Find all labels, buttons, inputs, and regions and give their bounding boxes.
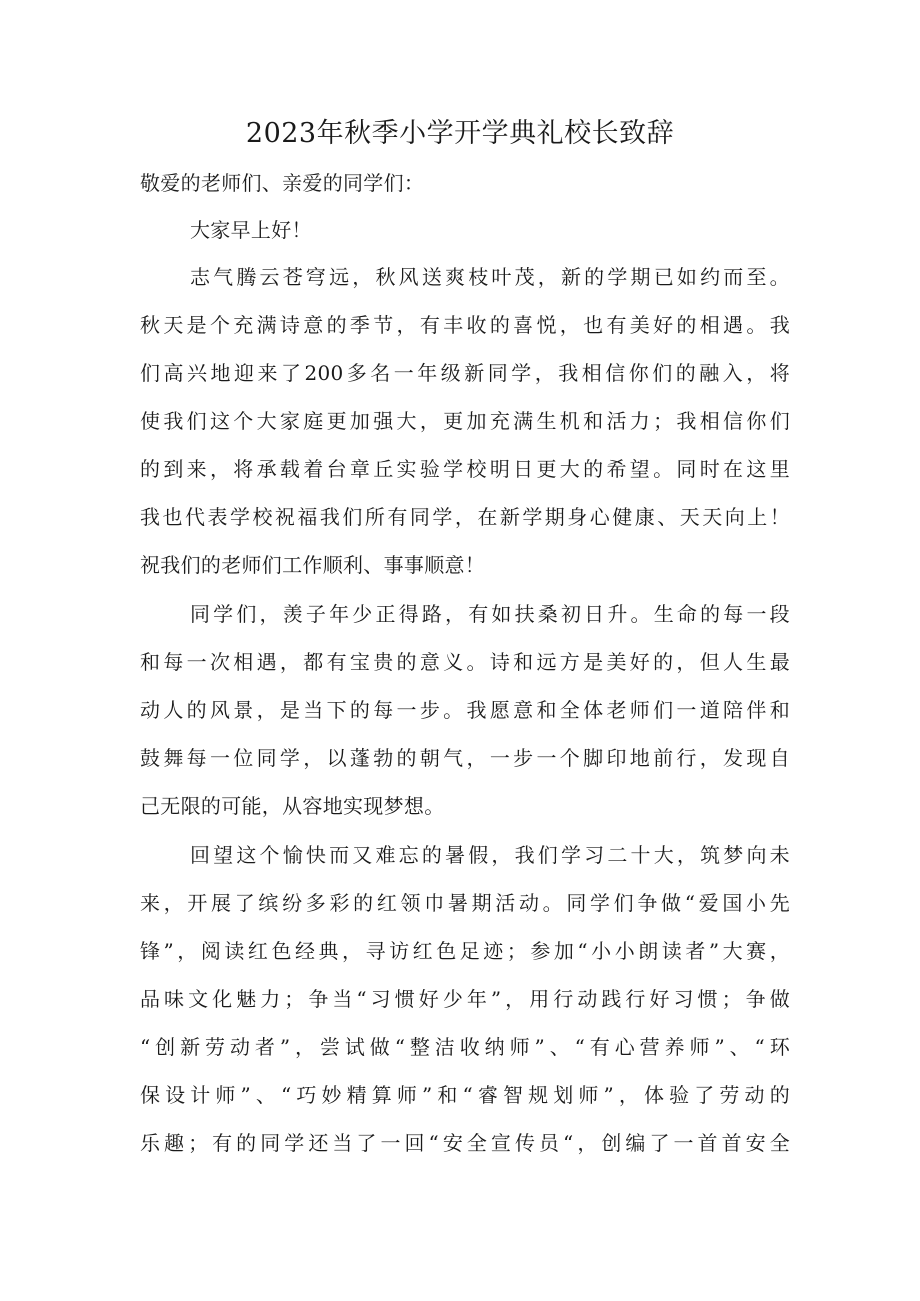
paragraph-line: 和每一次相遇，都有宝贵的意义。诗和远方是美好的，但人生最 xyxy=(140,650,790,674)
paragraph-line: 使我们这个大家庭更加强大，更加充满生机和活力；我相信你们 xyxy=(140,409,790,433)
paragraph-line: 的到来，将承载着台章丘实验学校明日更大的希望。同时在这里 xyxy=(140,457,790,481)
paragraph-line: 回望这个愉快而又难忘的暑假，我们学习二十大，筑梦向未 xyxy=(190,843,790,867)
paragraph-line: 鼓舞每一位同学，以蓬勃的朝气，一步一个脚印地前行，发现自 xyxy=(140,746,790,770)
document-title: 2023年秋季小学开学典礼校长致辞 xyxy=(245,118,675,149)
paragraph-line: 我也代表学校祝福我们所有同学，在新学期身心健康、天天向上！ xyxy=(140,505,790,529)
paragraph-line: 锋”，阅读红色经典，寻访红色足迹；参加“小小朗读者”大赛， xyxy=(140,939,790,963)
paragraph-line: 乐趣；有的同学还当了一回“安全宣传员“，创编了一首首安全 xyxy=(140,1131,790,1155)
paragraph-line: 己无限的可能，从容地实现梦想。 xyxy=(140,794,445,818)
greeting-line: 大家早上好！ xyxy=(190,218,312,242)
paragraph-line: 来，开展了缤纷多彩的红领巾暑期活动。同学们争做“爱国小先 xyxy=(140,891,790,915)
paragraph-line: 祝我们的老师们工作顺利、事事顺意！ xyxy=(140,553,486,577)
paragraph-line: “创新劳动者”，尝试做“整洁收纳师”、“有心营养师”、“环 xyxy=(140,1035,790,1059)
paragraph-line: 动人的风景，是当下的每一步。我愿意和全体老师们一道陪伴和 xyxy=(140,698,790,722)
paragraph-line: 们高兴地迎来了200多名一年级新同学，我相信你们的融入，将 xyxy=(140,361,790,385)
paragraph-line: 同学们，羡子年少正得路，有如扶桑初日升。生命的每一段 xyxy=(190,602,790,626)
paragraph-line: 品味文化魅力；争当“习惯好少年”，用行动践行好习惯；争做 xyxy=(140,987,790,1011)
salutation: 敬爱的老师们、亲爱的同学们： xyxy=(140,171,425,195)
paragraph-line: 志气腾云苍穹远，秋风送爽枝叶茂，新的学期已如约而至。 xyxy=(190,265,790,289)
paragraph-line: 保设计师”、“巧妙精算师”和“睿智规划师”，体验了劳动的 xyxy=(140,1083,790,1107)
paragraph-line: 秋天是个充满诗意的季节，有丰收的喜悦，也有美好的相遇。我 xyxy=(140,313,790,337)
